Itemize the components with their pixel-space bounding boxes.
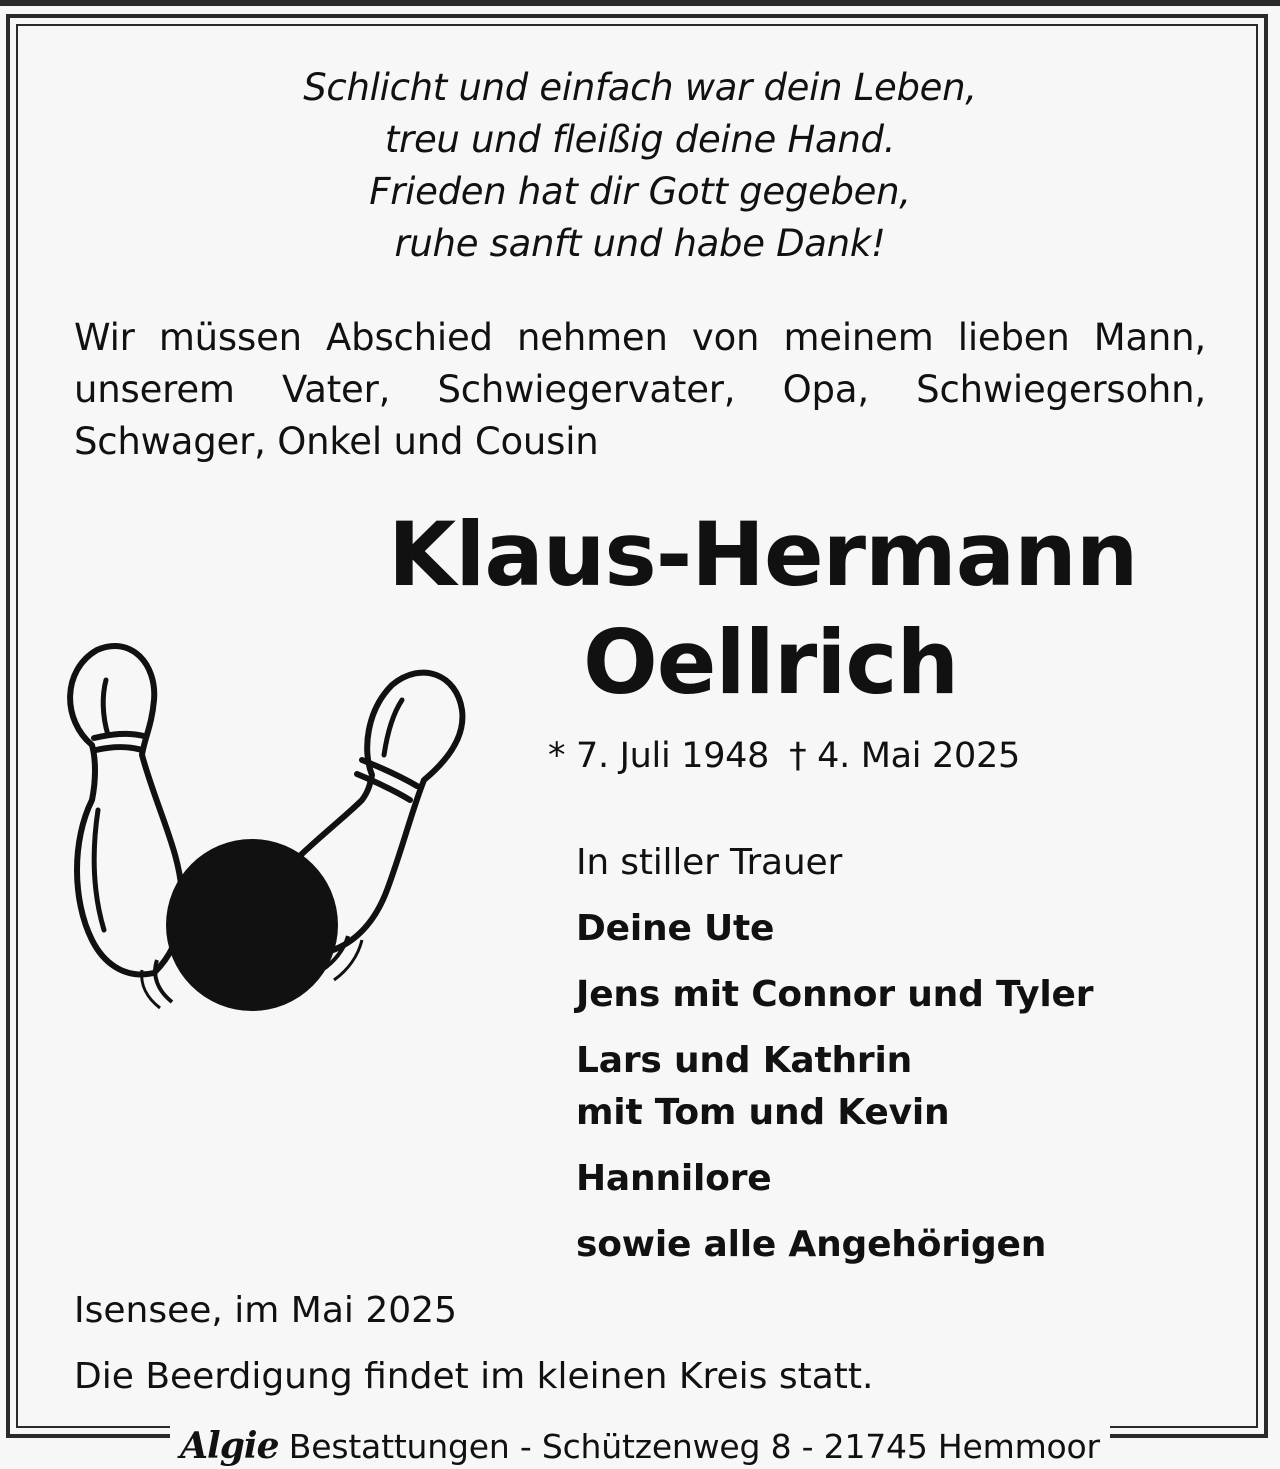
birth-date: * 7. Juli 1948 [548,736,770,776]
footer [0,1424,1280,1468]
poem-line: treu und fleißig deine Hand. [384,118,896,161]
poem-line: Frieden hat dir Gott gegeben, [369,170,911,213]
left-bowling-pin-icon [70,646,182,974]
poem-line: Schlicht und einfach war dein Leben, [303,66,977,109]
deceased-first-name: Klaus-Hermann [388,503,1138,606]
mourner-name: Lars und Kathrin [576,1040,913,1081]
life-dates [548,732,1020,780]
poem-line: ruhe sanft und habe Dank! [394,222,886,265]
mourner-name: Jens mit Connor und Tyler [576,974,1094,1015]
mourner-name: sowie alle Angehörigen [576,1224,1047,1265]
mourner-name: mit Tom und Kevin [576,1092,950,1133]
intro-line: unserem Vater, Schwiegervater, Opa, Schwiegersohn, [74,368,1206,411]
intro-line: Wir müssen Abschied nehmen von meinem lieben Mann, [74,316,1206,359]
poem [0,62,1280,270]
death-date: † 4. Mai 2025 [789,736,1020,776]
farewell-intro [74,312,1206,468]
bowling-pins-and-ball-icon [62,640,472,1040]
frame-top-bar [0,0,1280,6]
mourning-heading: In stiller Trauer [576,842,843,883]
mourner-name: Deine Ute [576,908,775,949]
funeral-note: Die Beerdigung findet im kleinen Kreis statt. [74,1356,874,1397]
place-and-date: Isensee, im Mai 2025 [74,1290,457,1331]
undertaker-logo: Algie [180,1425,279,1467]
mourners-list [576,838,1216,1286]
mourner-name: Hannilore [576,1158,772,1199]
intro-line: Schwager, Onkel und Cousin [74,420,599,463]
undertaker-address: Bestattungen - Schützenweg 8 - 21745 Hemmoor [288,1427,1100,1466]
footer-bar [170,1424,1110,1469]
deceased-last-name: Oellrich [583,611,959,714]
